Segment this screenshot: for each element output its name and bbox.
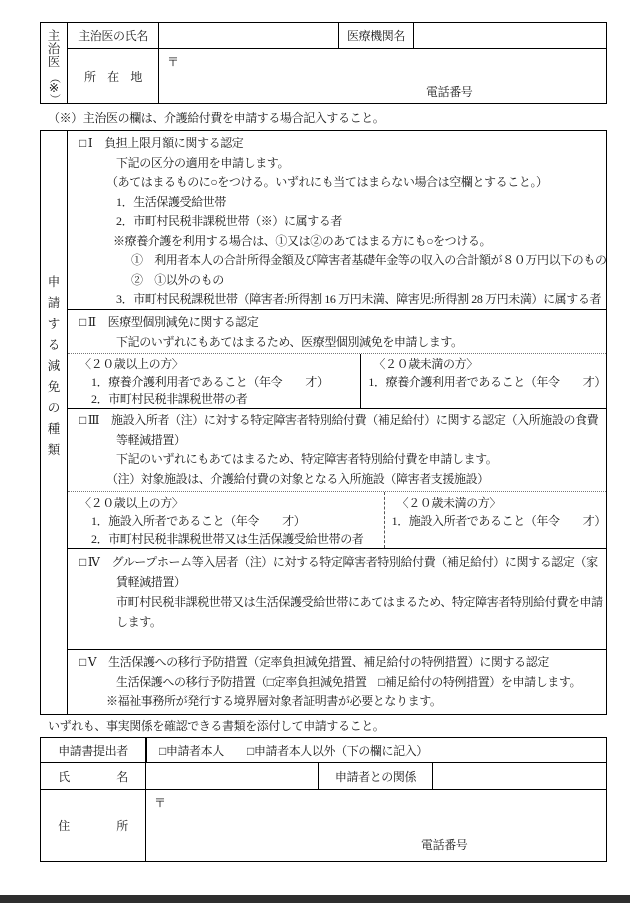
section4-line: 賃軽減措置） (116, 575, 186, 589)
postal-mark: 〒 (154, 796, 166, 810)
side-char: 種 (47, 422, 61, 436)
medical-institution-label: 医療機関名 (339, 23, 414, 49)
side-char: 申 (47, 275, 61, 289)
section1-item-3: 3．市町村民税課税世帯（障害者:所得割 16 万円未満、障害児:所得割 28 万円未満）に属する者 (116, 292, 602, 306)
section5-numeral: Ⅴ (87, 655, 97, 669)
side-char: 主 (47, 29, 61, 43)
section4-numeral: Ⅳ (87, 555, 100, 569)
side-char: す (47, 317, 61, 331)
section-4 (68, 548, 606, 649)
section1-subitem-2: ② ①以外のもの (131, 272, 224, 287)
section5-checkbox[interactable]: □ (79, 655, 86, 669)
postal-mark: 〒 (167, 55, 179, 69)
section-1 (68, 131, 606, 309)
side-char: の (47, 401, 61, 415)
section1-note: ※療養介護を利用する場合は、①又は②のあてはまる方にも○をつける。 (113, 233, 492, 248)
section1-title: 負担上限月額に関する認定 (104, 136, 244, 150)
section5-title: 生活保護への移行予防措置（定率負担減免措置、補足給付の特例措置）に関する認定 (108, 655, 549, 669)
doctor-address-label: 所 在 地 (68, 49, 159, 103)
submitter-name-value-cell[interactable] (146, 762, 319, 789)
section4-title: グループホーム等入居者（注）に対する特定障害者特別給付費（補足給付）に関する認定（家 (111, 555, 598, 569)
section2-heading (68, 313, 606, 333)
section-3-header (68, 408, 606, 491)
section-5 (68, 649, 606, 714)
submitter-name-label: 氏 名 (41, 762, 146, 789)
section3-heading (68, 411, 606, 431)
section3-note: （注）対象施設は、介護給付費の対象となる入所施設（障害者支援施設） (106, 471, 489, 486)
section4-heading (68, 552, 606, 572)
section3-line: 下記のいずれにもあてはまるため、特定障害者特別給付費を申請します。 (116, 452, 498, 466)
doctor-note: （※）主治医の欄は、介護給付費を申請する場合記入すること。 (48, 111, 385, 125)
section4-line: します。 (116, 615, 162, 629)
section3-numeral: Ⅲ (87, 413, 100, 427)
minor-header: 〈２０歳未満の方〉 (373, 357, 478, 371)
side-char: 減 (47, 359, 61, 373)
section1-line: （あてはまるものに○をつける。いずれにも当てはまらない場合は空欄とすること。） (106, 175, 548, 189)
section1-heading (68, 134, 606, 154)
section3-title: 施設入所者（注）に対する特定障害者特別給付費（補足給付）に関する認定（入所施設の食費 (111, 413, 599, 427)
section2-adult-cell (68, 354, 361, 408)
side-char: 免 (47, 380, 61, 394)
section2-intro: 下記のいずれにもあてはまるため、医療型個別減免を申請します。 (116, 334, 463, 349)
adult-header: 〈２０歳以上の方〉 (79, 357, 184, 371)
side-char: 請 (47, 296, 61, 310)
submitter-phone-label: 電話番号 (421, 838, 468, 852)
open-paren: （ (48, 72, 60, 84)
side-char: 類 (47, 443, 61, 457)
section2-minor-cell (361, 354, 606, 408)
section1-subitem-1: ① 利用者本人の合計所得金額及び障害者基礎年金等の収入の合計額が８０万円以下のもの (131, 253, 607, 267)
reference-mark: ※ (48, 81, 60, 95)
exemption-side-label (41, 131, 68, 714)
adult-item: 1．療養介護利用者であること（年令 才） (91, 374, 329, 389)
section3-checkbox[interactable]: □ (79, 413, 86, 427)
exemption-type-table (40, 130, 607, 715)
section1-item-2: 2．市町村民税非課税世帯（※）に属する者 (116, 214, 343, 228)
section3-line: 等軽減措置） (116, 432, 186, 447)
side-char: 医 (47, 55, 61, 69)
section4-checkbox[interactable]: □ (79, 555, 86, 569)
section-2-subtable (68, 353, 606, 408)
section3-adult-cell (68, 492, 385, 548)
side-char: 治 (47, 42, 61, 56)
minor-item: 1．療養介護利用者であること（年令 才） (368, 374, 606, 389)
relation-label: 申請者との関係 (319, 762, 433, 789)
section-3-subtable (68, 491, 606, 548)
section5-heading (68, 653, 606, 673)
section1-line: 下記の区分の適用を申請します。 (116, 155, 290, 170)
minor-item: 1．施設入所者であること（年令 才） (391, 514, 606, 528)
adult-item: 2．市町村民税非課税世帯又は生活保護受給世帯の者 (91, 532, 364, 546)
doctor-phone-label: 電話番号 (426, 85, 473, 99)
section1-item-1: 1．生活保護受給世帯 (116, 194, 227, 209)
adult-header: 〈２０歳以上の方〉 (79, 496, 184, 510)
doctor-side-label (41, 23, 68, 103)
section2-title: 医療型個別減免に関する認定 (107, 315, 259, 329)
attach-note: いずれも、事実関係を確認できる書類を添付して申請すること。 (48, 719, 385, 733)
section5-note: ※福祉事務所が発行する境界層対象者証明書が必要となります。 (106, 694, 442, 708)
close-paren: ） (48, 93, 60, 105)
side-char: る (47, 338, 61, 352)
submitter-options[interactable]: □申請者本人 □申請者本人以外（下の欄に記入） (146, 738, 606, 762)
section1-numeral: Ⅰ (87, 136, 93, 150)
minor-header: 〈２０歳未満の方〉 (396, 496, 501, 510)
section3-minor-cell (385, 492, 606, 548)
section-2-header (68, 309, 606, 353)
scan-edge-bar (0, 895, 630, 903)
section4-line: 市町村民税非課税世帯又は生活保護受給世帯にあてはまるため、特定障害者特別給付費を申請 (116, 595, 603, 609)
adult-item: 1．施設入所者であること（年令 才） (91, 514, 306, 528)
doctor-table (40, 22, 607, 104)
section2-checkbox[interactable]: □ (79, 315, 86, 329)
submitter-label: 申請書提出者 (41, 738, 146, 762)
medical-institution-value-cell[interactable] (414, 23, 606, 49)
section1-checkbox[interactable]: □ (79, 136, 86, 150)
relation-value-cell[interactable] (433, 762, 606, 789)
section2-numeral: Ⅱ (87, 315, 96, 329)
section5-apply-line[interactable]: 生活保護への移行予防措置（□定率負担減免措置 □補足給付の特例措置）を申請します。 (116, 674, 582, 689)
submitter-address-label: 住 所 (41, 789, 146, 861)
adult-item: 2．市町村民税非課税世帯の者 (91, 392, 248, 406)
physician-name-value-cell[interactable] (159, 23, 339, 49)
doctor-address-value-cell[interactable] (159, 49, 606, 103)
submitter-address-value-cell[interactable] (146, 789, 606, 861)
submitter-table (40, 737, 607, 862)
physician-name-label: 主治医の氏名 (68, 23, 159, 49)
